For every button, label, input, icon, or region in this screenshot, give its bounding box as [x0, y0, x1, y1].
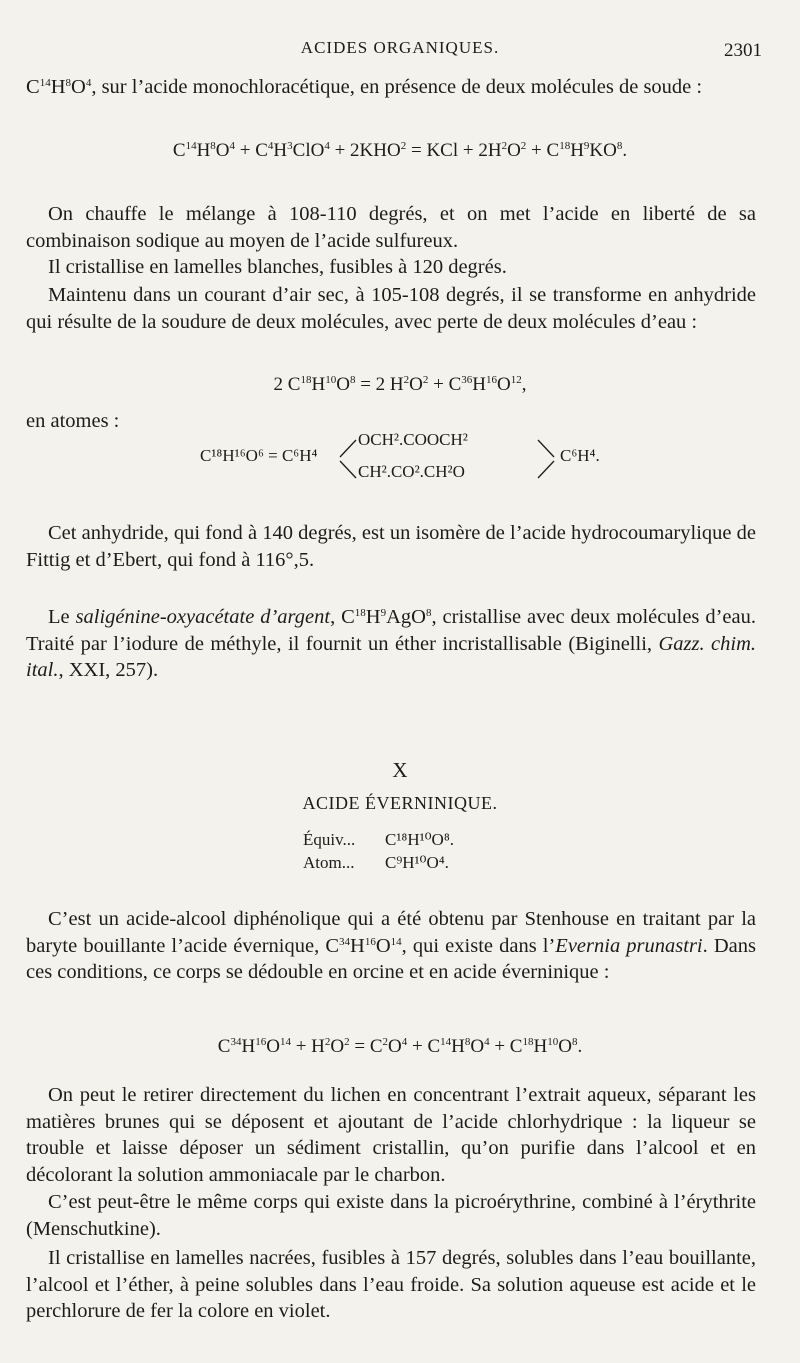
section-title: ACIDE ÉVERNINIQUE.: [302, 793, 498, 813]
label-en-atomes: en atomes :: [26, 410, 120, 432]
atom-formula: C⁹H¹⁰O⁴.: [385, 853, 449, 872]
paragraph-intro: $C^{14}H^8O^4$, sur l’acide monochloracétique, en présence de deux molécules de soude :: [26, 76, 703, 98]
equation-1: $C^{14}H^8O^4 + C^4H^3ClO^4 + 2KHO^2$ = KCl + $2H^2O^2 + C^{18}H^9KO^8$.: [172, 140, 628, 161]
running-header: ACIDES ORGANIQUES.: [300, 38, 500, 57]
equiv-formula: C¹⁸H¹⁰O⁸.: [385, 830, 455, 849]
equation-3: $C^{34}H^{16}O^{14} + H^2O^2 = C^2O^4 + C^{14}H^8O^4 + C^{18}H^{10}O^8$.: [217, 1036, 583, 1057]
formula-right: C⁶H⁴.: [560, 446, 600, 465]
equiv-line: [303, 830, 455, 850]
paragraph-definition: C’est un acide-alcool diphénolique qui a été obtenu par Stenhouse en traitant par la baryte bouillante l’acide évernique, $C^{34}H^{16}O^{14}$, qui existe dans l’Evernia prunastri. Dans ces conditions, ce corps se dédouble en orcine et en acide éverninique :: [26, 908, 756, 983]
section-numeral: X: [392, 758, 408, 782]
atom-label: Atom...: [303, 853, 355, 872]
paragraph-anhydride: Maintenu dans un courant d’air sec, à 105-108 degrés, il se transforme en anhydride qui résulte de la soudure de deux molécules, avec perte de deux molécules d’eau :: [26, 284, 756, 333]
paragraph-crystal: Il cristallise en lamelles blanches, fusibles à 120 degrés.: [48, 256, 507, 278]
paragraph-silver-salt: Le saligénine-oxyacétate d’argent, $C^{18}H^9AgO^8$, cristallise avec deux molécules d’eau. Traité par l’iodure de méthyle, il fournit un éther incristallisable (Biginelli, Gazz. chim. ital., XXI, 257).: [26, 606, 756, 681]
formula-left: C¹⁸H¹⁶O⁶ = C⁶H⁴: [200, 446, 318, 465]
paragraph-picroerythrine: C’est peut-être le même corps qui existe dans la picroérythrine, combiné à l’érythrite (Menschutkine).: [26, 1191, 756, 1240]
paragraph-extraction: On peut le retirer directement du lichen en concentrant l’extrait aqueux, séparant les matières brunes qui se déposent et ajoutant de l’acide chlorhydrique : la liqueur se trouble et laisse déposer un sédiment cristallin, qu’on purifie dans l’alcool et en décolorant la solution ammoniacale par le charbon.: [26, 1084, 756, 1186]
paragraph-heat: On chauffe le mélange à 108-110 degrés, et on met l’acide en liberté de sa combinaison sodique au moyen de l’acide sulfureux.: [26, 203, 756, 252]
structural-formula: [200, 424, 620, 494]
equation-2: 2 $C^{18}H^{10}O^8 = 2$ $H^2O^2 + C^{36}H^{16}O^{12}$,: [273, 374, 527, 395]
formula-upper-branch: OCH².COOCH²: [358, 430, 468, 449]
formula-lower-branch: CH².CO².CH²O: [358, 462, 465, 481]
equiv-label: Équiv...: [303, 830, 356, 849]
paragraph-properties: Il cristallise en lamelles nacrées, fusibles à 157 degrés, solubles dans l’eau bouillante, l’alcool et l’éther, à peine solubles dans l’eau froide. Sa solution aqueuse est acide et le perchlorure de fer la colore en violet.: [26, 1247, 756, 1322]
atom-line: [303, 853, 449, 873]
page-number: 2301: [724, 40, 762, 61]
paragraph-isomer: Cet anhydride, qui fond à 140 degrés, est un isomère de l’acide hydrocoumarylique de Fittig et d’Ebert, qui fond à 116°,5.: [26, 522, 756, 571]
